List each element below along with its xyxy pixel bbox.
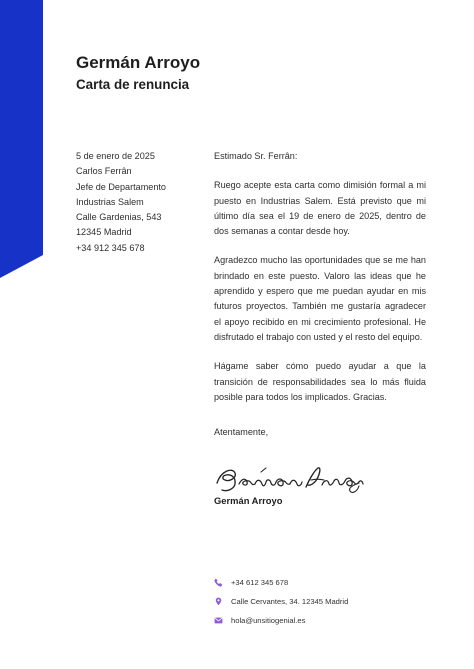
letter-header: [76, 52, 406, 94]
contact-email-text: hola@unsitiogenial.es: [231, 615, 306, 625]
contact-list: [214, 573, 394, 630]
accent-band: [0, 0, 43, 278]
salutation: Estimado Sr. Ferrân:: [214, 151, 298, 161]
location-icon: [214, 597, 223, 606]
handwritten-signature: [214, 462, 364, 496]
printed-signature-name: Germán Arroyo: [214, 495, 283, 506]
document-title: Carta de renuncia: [76, 77, 190, 92]
phone-icon: [214, 578, 223, 587]
letter-date: 5 de enero de 2025: [76, 151, 155, 161]
street-address: Calle Gardenias, 543: [76, 212, 162, 223]
paragraph-3: Hágame saber cómo puedo ayudar a que la transición de responsabilidades sea lo más fluida posible para todos los implicados. Gracias.: [214, 361, 426, 402]
contact-address-text: Calle Cervantes, 34. 12345 Madrid: [231, 596, 349, 606]
paragraph-1: Ruego acepte esta carta como dimisión formal a mi puesto en Industrias Salem. Está previsto que mi último día sea el 19 de enero de 2025, dentro de dos semanas a contar desde hoy.: [214, 180, 426, 237]
phone-number: +34 912 345 678: [76, 242, 145, 253]
contact-email-row: [214, 611, 394, 630]
contact-phone-text: +34 612 345 678: [231, 577, 289, 587]
signature-graphic: [214, 462, 364, 496]
company-name: Industrias Salem: [76, 196, 144, 207]
accent-band-shape: [0, 0, 43, 278]
contact-phone-row: [214, 573, 394, 592]
city-address: 12345 Madrid: [76, 227, 132, 238]
closing: Atentamente,: [214, 427, 269, 438]
paragraph-2: Agradezco mucho las oportunidades que se me han brindado en este puesto. Valoro las ideas que he aprendido y espero que me puedan ayudar en mis futuros proyectos. También me gustaría agradecer el apoyo recibido en mi crecimiento profesional. He disfrutado el trabajo con usted y el resto del equipo.: [214, 255, 426, 342]
email-icon: [214, 616, 223, 625]
sender-and-recipient-info: [76, 149, 204, 256]
recipient-title: Jefe de Departamento: [76, 181, 166, 192]
recipient-name: Carlos Ferrân: [76, 166, 132, 177]
letter-body: [214, 149, 426, 440]
contact-address-row: [214, 592, 394, 611]
sender-name-heading: Germán Arroyo: [76, 53, 201, 72]
